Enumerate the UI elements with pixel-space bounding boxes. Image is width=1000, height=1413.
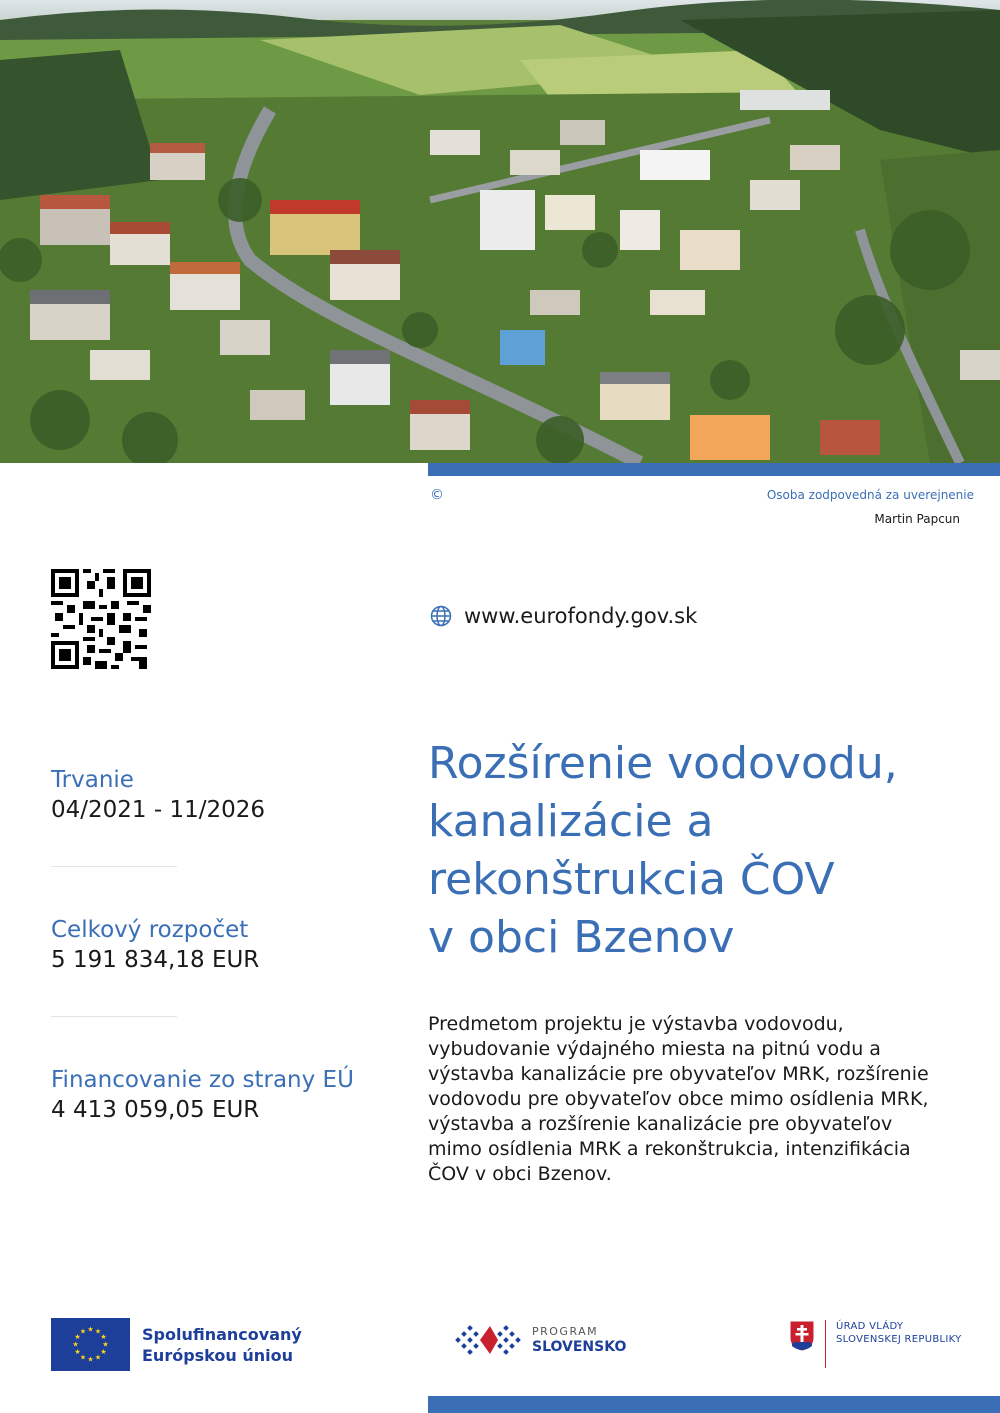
svg-text:★: ★ — [102, 1340, 109, 1349]
stat-value: 5 191 834,18 EUR — [51, 947, 260, 973]
svg-text:★: ★ — [87, 1355, 94, 1364]
program-text: PROGRAM — [532, 1324, 599, 1338]
svg-text:★: ★ — [79, 1327, 87, 1336]
responsible-person-label: Osoba zodpovedná za uverejnenie — [766, 488, 974, 502]
svg-text:★: ★ — [100, 1333, 107, 1341]
svg-text:★: ★ — [100, 1348, 107, 1356]
stat-label: Trvanie — [51, 767, 134, 793]
website-url: www.eurofondy.gov.sk — [464, 604, 698, 628]
svg-text:★: ★ — [72, 1340, 79, 1349]
eu-text-line: Európskou úniou — [142, 1345, 293, 1365]
stat-total-budget — [51, 915, 259, 975]
urad-vlady-logo — [789, 1320, 962, 1368]
svg-text:★: ★ — [94, 1327, 102, 1336]
svg-text:★: ★ — [74, 1348, 81, 1356]
website-link[interactable] — [430, 604, 697, 628]
title-line: rekonštrukcia ČOV — [428, 854, 835, 905]
title-line: v obci Bzenov — [428, 912, 735, 963]
globe-icon — [430, 605, 452, 627]
stat-value: 04/2021 - 11/2026 — [51, 797, 266, 823]
svg-text:★: ★ — [87, 1325, 94, 1334]
slovensko-text: SLOVENSKO — [532, 1338, 627, 1355]
eu-text-line: Spolufinancovaný — [142, 1324, 302, 1344]
stat-label: Financovanie zo strany EÚ — [51, 1067, 354, 1093]
eu-cofinanced-logo — [51, 1318, 302, 1371]
footer-accent-bar — [428, 1396, 1000, 1413]
svg-text:★: ★ — [79, 1353, 87, 1362]
program-slovensko-mark-icon — [454, 1320, 524, 1360]
stat-label: Celkový rozpočet — [51, 917, 249, 943]
slovak-coat-of-arms-icon — [789, 1320, 815, 1352]
stat-duration — [51, 765, 265, 825]
svg-text:★: ★ — [74, 1333, 81, 1341]
qr-code[interactable] — [51, 569, 151, 669]
project-description: Predmetom projektu je výstavba vodovodu, vybudovanie výdajného miesta na pitnú vodu a výstavba kanalizácie pre obyvateľov MRK, rozšírenie vodovodu pre obyvateľov obce mimo osídlenia MRK, výstavba a rozšírenie kanalizácie pre obyvateľov mimo osídlenia MRK a rekonštrukcia, intenzifikácia ČOV v obci Bzenov. — [428, 1013, 929, 1185]
program-slovensko-logo — [454, 1320, 626, 1360]
uv-text-line: ÚRAD VLÁDY — [836, 1321, 904, 1332]
divider — [51, 1016, 177, 1017]
project-title — [428, 735, 968, 967]
responsible-person-name: Martin Papcun — [874, 512, 960, 526]
title-line: kanalizácie a — [428, 796, 714, 847]
copyright-symbol: © — [430, 487, 444, 503]
svg-text:★: ★ — [94, 1353, 102, 1362]
aerial-village-photo — [0, 0, 1000, 463]
stat-eu-funding — [51, 1065, 354, 1125]
eu-flag-icon — [51, 1318, 130, 1371]
title-line: Rozšírenie vodovodu, — [428, 738, 898, 789]
logo-separator — [825, 1320, 826, 1368]
stat-value: 4 413 059,05 EUR — [51, 1097, 260, 1123]
header-accent-bar — [428, 463, 1000, 476]
uv-text-line: SLOVENSKEJ REPUBLIKY — [836, 1334, 962, 1345]
divider — [51, 866, 177, 867]
